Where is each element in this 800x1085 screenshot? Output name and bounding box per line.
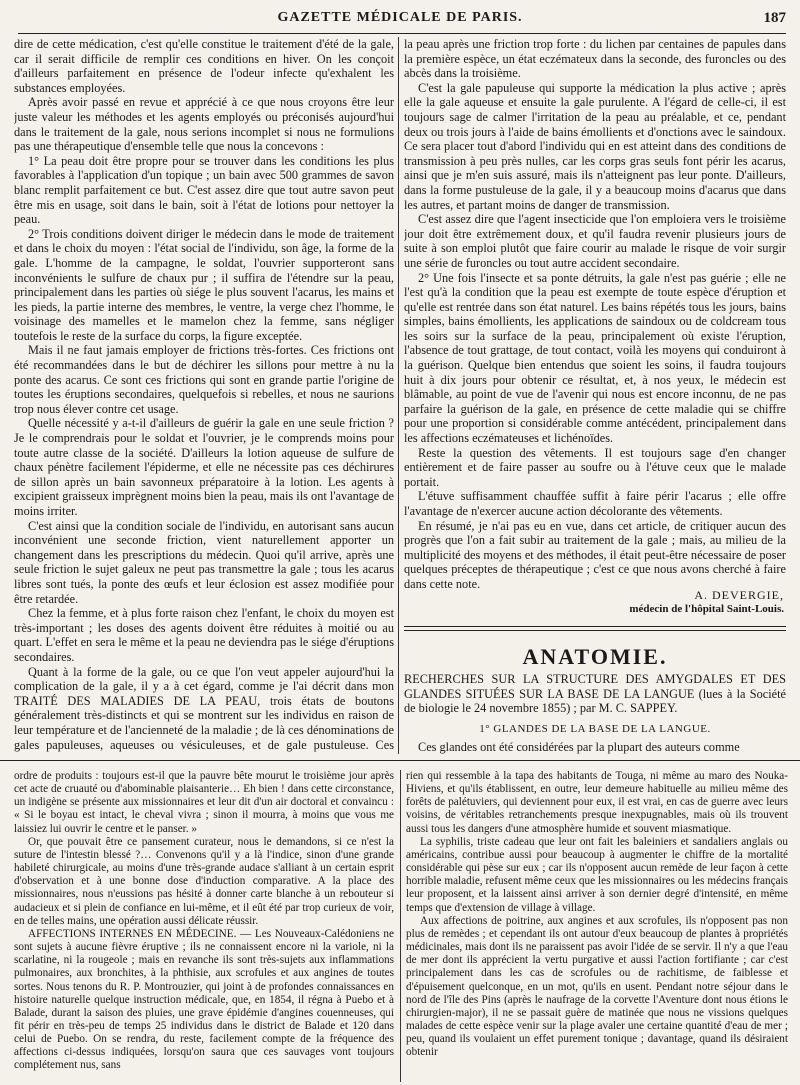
paragraph: C'est la gale papuleuse qui supporte la médication la plus active ; après elle la gale aqueuse et ensuite la gale purulente. A l'égard de celle-ci, il est toujours sage de calmer l'irritation de la peau au préalable, et ce, pendant deux ou trois jours à l'aide de bains émollients et d'onctions avec le saindoux. Ce sera placer tout d'abord l'individu qui en est atteint dans des conditions de transmission à peu près nulles, car les corps gras seuls font périr les acarus, ainsi que je m'en suis assuré, mais ils n'atteignent pas leur ponte. D'ailleurs, dans la forme pustuleuse de la gale, il y a beaucoup moins d'acarus que dans les autres, et partant moins de danger de transmission. [404, 80, 786, 212]
paragraph: L'étuve suffisamment chauffée suffit à faire périr l'acarus ; elle offre l'avantage de n'exercer aucune action décolorante des vêtements. [404, 489, 786, 518]
paragraph: Or, que pouvait être ce pansement curateur, nous le demandons, si ce n'est la suture de l'intestin blessé ?… Convenons qu'il y a là l'indice, sinon d'une grande habileté chirurgicale, au moins d'une très-grande audace s'alliant à un certain esprit d'observation et à une bonne dose d'induction comparative. A la place des missionnaires, nous n'eussions pas hésité à donner carte blanche à un rebouteur si audacieux et si plein de confiance en lui-même, et il eût été par trop curieux de voir, en de telles mains, une opération aussi délicate réussir. [14, 835, 394, 927]
paragraph: La syphilis, triste cadeau que leur ont fait les baleiniers et sandaliers anglais ou américains, contribue aussi pour beaucoup à augmenter le chiffre de la mortalité considérable qui pèse sur eux ; car ils n'opposent aucun remède de leur façon à cette horrible maladie, refusent même ceux que les missionnaires ou les médecins français leur proposent, et la laissent ainsi arriver à son dernier degré d'intensité, en même temps que d'extension de village à village. [406, 835, 788, 914]
paragraph: Quelle nécessité y a-t-il d'ailleurs de guérir la gale en une seule friction ? Je le comprendrais pour le soldat et l'ouvrier, je le comprends moins pour toute autre classe de la société. D'ailleurs la lotion aqueuse de sulfure de chaux pénètre facilement l'épiderme, et elle ne nécessite pas ces déchirures de sillon après un bain savonneux préparatoire à la lotion. Les agents à excipient graisseux imprègnent moins bien la peau, mais ils ont l'avantage de moins irriter. [14, 416, 394, 518]
paragraph: 1° La peau doit être propre pour se trouver dans les conditions les plus favorables à l'application d'un topique ; un bain avec 500 grammes de savon blanc remplit parfaitement ce but. C'est assez dire que tout autre savon peut être mis en usage, soit dans le bain, soit à l'état de lotions pour nettoyer la peau. [14, 153, 394, 227]
anatomie-article [404, 672, 786, 755]
header-rule [18, 33, 786, 34]
paragraph: la peau après une friction trop forte : du lichen par centaines de papules dans la première espèce, un état eczémateux dans la seconde, des furoncles ou des abcès dans la troisième. [404, 37, 786, 81]
section-rule [404, 626, 786, 627]
article-title: RECHERCHES SUR LA STRUCTURE DES AMYGDALES ET DES GLANDES SITUÉES SUR LA BASE DE LA LANGUE (lues à la Société de biologie le 24 novembre 1855) ; par M. C. SAPPEY. [404, 672, 786, 716]
column-divider [398, 37, 399, 754]
journal-title: GAZETTE MÉDICALE DE PARIS. [277, 10, 523, 25]
paragraph: En résumé, je n'ai pas eu en vue, dans cet article, de critiquer aucun des progrès que l'on a fait subir au traitement de la gale ; mais, au milieu de la multiplicité des moyens et des méthodes, il était peut-être nécessaire de poser quelques préceptes de thérapeutique ; c'est ce que nous avons cherché à faire dans cette note. [404, 518, 786, 591]
section-rule [404, 630, 786, 631]
page-number: 187 [763, 10, 786, 26]
paragraph: Mais il ne faut jamais employer de frictions très-fortes. Ces frictions ont été recommandées dans le but de déchirer les sillons pour mettre à nu la ponte des acarus. Ce sont ces frictions qui sont en grande partie l'origine de toutes les éruptions secondaires, quelquefois si rebelles, et nous ne saurions trop nous élever contre cet usage. [14, 343, 394, 416]
paragraph: AFFECTIONS INTERNES EN MÉDECINE. — Les Nouveaux-Calédoniens ne sont sujets à aucune fièvre éruptive ; ils ne connaissent encore ni la variole, ni la scarlatine, ni la rougeole ; mais en revanche ils sont très-sujets aux inflammations pulmonaires, aux bronchites, à la phthisie, aux scrofules et aux angines de toutes sortes. Nous tenons du R. P. Montrouzier, qui joint à de profondes connaissances en histoire naturelle quelque instruction médicale, que, en 1854, il régna à Puebo et à Balade, durant la saison des pluies, une grave épidémie d'angines couenneuses, qui fit périr en très-peu de temps 25 individus dans le district de Balade et 120 dans celui de Puebo. On se rendra, du reste, facilement compte de la fréquence des affections ci-dessus indiquées, lorsqu'on saura que ces sauvages vont toujours complétement nus, sans [14, 927, 394, 1072]
article-subheading: 1° GLANDES DE LA BASE DE LA LANGUE. [479, 722, 711, 735]
paragraph: C'est assez dire que l'agent insecticide que l'on emploiera vers le troisième jour doit être extrêmement doux, et qu'il faudra revenir plusieurs jours de suite à son emploi plutôt que faire courir au malade le risque de voir surgir une série de furoncles ou tout autre accident secondaire. [404, 212, 786, 270]
paragraph: Aux affections de poitrine, aux angines et aux scrofules, ils n'opposent pas non plus de remèdes ; et cependant ils ont autour d'eux beaucoup de plantes à propriétés médicinales, mais dont ils ne paraissent pas avoir l'idée de se servir. Il n'y a que l'eau de mer dont ils apprécient la vertu purgative et aussi l'action fortifiante ; car c'est principalement dans les cas de scrofules ou de rachitisme, de faiblesse et d'épuisement quelconque, en un mot, qu'ils en usent. Pendant notre séjour dans le nord de l'île des Pins (après le naufrage de la corvette l'Aventure dont nous étions le chirurgien-major), il ne se passait guère de matinée que nous ne vissions quelques malades de cette espèce venir sur la plage avaler une certaine quantité d'eau de mer ; peu, quand ils voulaient un effet purement tonique ; davantage, quand ils désiraient obtenir [406, 914, 788, 1059]
article-column-right [404, 37, 786, 619]
author-name: A. DEVERGIE, [694, 588, 784, 602]
paragraph: 2° Une fois l'insecte et sa ponte détruits, la gale n'est pas guérie ; elle ne l'est qu'à la condition que la peau est exempte de toute espèce d'éruption et qu'elle est rentrée dans son état naturel. Les bains répétés tous les jours, bains simples, bains émollients, les applications de saindoux ou de coldcream tous les soirs sur la surface de la peau, principalement où existe l'éruption, l'absence de tout grattage, de tout contact, voilà les moyens qui conduiront à la guérison. Quelque bien entendus que soient les soins, il faudra toujours huit à dix jours pour obtenir ce résultat, et, à nos yeux, le médecin est blâmable, au point de vue de l'avenir qui nous est encore inconnu, de ne pas parfaire la guérison de la gale, en présence de cette maladie qui se chiffre pour une proportion si considérable comme antécédent, principalement dans les affections eczémateuses et lichénoïdes. [404, 270, 786, 446]
paragraph: Reste la question des vêtements. Il est toujours sage d'en changer entièrement et de faire passer au soufre ou à l'étuve ceux que le malade portait. [404, 445, 786, 489]
column-divider [400, 770, 401, 1082]
paragraph: Ces glandes ont été considérées par la plupart des auteurs comme [418, 740, 740, 755]
paragraph: C'est ainsi que la condition sociale de l'individu, en autorisant sans aucun inconvénient une seconde friction, vient naturellement apporter un changement dans les prescriptions du médecin. Quoi qu'il arrive, après une seule friction le sujet galeux ne peut pas transmettre la gale ; tous les acarus libres sont tués, la ponte des œufs et leur éclosion est assez modifiée pour être retardée. [14, 518, 394, 606]
paragraph: dire de cette médication, c'est qu'elle constitue le traitement d'été de la gale, car il serait difficile de remplir ces conditions en hiver. On les conçoit d'ailleurs parfaitement en présence de l'odeur infecte qu'exhalent les substances employées. [14, 37, 394, 95]
author-role: médecin de l'hôpital Saint-Louis. [629, 603, 784, 615]
paragraph: ordre de produits : toujours est-il que la pauvre bête mourut le troisième jour après cet acte de cruauté ou d'abominable plaisanterie… Eh bien ! dans cette circonstance, un indigène se présente aux missionnaires et leur dit d'un air doctoral et convaincu : « Si le boyau est intact, le cheval vivra ; sinon il mourra, à moins que vous me laissiez lui ouvrir le centre et le panser. » [14, 770, 394, 835]
article-column-left [14, 37, 394, 754]
paragraph: Quant à la forme de la gale, ou ce que l'on veut appeler aujourd'hui la complication de la gale, il y a à cet égard, comme je l'ai décrit dans mon TRAITÉ DES MALADIES DE LA PEAU, trois états de boutons généralement très-distincts et qui se montrent sur les individus en raison de leur température et de l'ancienneté de la maladie ; de là ces dénominations de gales papuleuses, aqueuses ou vésiculeuses, et de gale pustuleuse. Ces [14, 664, 394, 752]
paragraph: Après avoir passé en revue et apprécié à ce que nous croyons être leur juste valeur les méthodes et les agents employés ou préconisés aujourd'hui dans le traitement de la gale, nous serions incomplet si nous ne formulions pas une thérapeutique d'ensemble telle que nous la concevons : [14, 95, 394, 154]
feuilleton-rule [0, 760, 800, 761]
paragraph: Chez la femme, et à plus forte raison chez l'enfant, le choix du moyen est très-important ; les doses des agents doivent être réduites à moitié ou au quart. L'effet en sera le même et la peau ne deviendra pas le siége d'éruptions secondaires. [14, 606, 394, 664]
paragraph: rien qui ressemble à la tapa des habitants de Touga, ni même au maro des Nouka-Hiviens, et qu'ils établissent, en outre, leur demeure habituelle au milieu même des forêts de palétuviers, qui deviennent pour eux, il est vrai, en cas de guerre avec leurs voisins, de véritables retranchements presque inexpugnables, mais où ils trouvent aussi tous les dangers d'une atmosphère humide et souvent miasmatique. [406, 770, 788, 835]
page-header [0, 10, 800, 32]
paragraph: 2° Trois conditions doivent diriger le médecin dans le mode de traitement et dans le choix du moyen : l'état social de l'individu, son âge, la forme de la gale. L'homme de la campagne, le soldat, l'ouvrier supporteront sans inconvénients le sulfure de chaux pur ; il suffira de l'étendre sur la peau, principalement dans les parties où siége le plus souvent l'acarus, les mains et les pieds, la partie interne des membres, le ventre, la verge chez l'homme, le voisinage des mamelles et le mamelon chez la femme, sans négliger toutefois le reste de la surface du corps, la figure exceptée. [14, 226, 394, 343]
feuilleton-column-right [406, 770, 788, 1082]
signature [629, 588, 784, 615]
feuilleton-column-left [14, 770, 394, 1082]
section-heading: ANATOMIE. [522, 644, 668, 669]
